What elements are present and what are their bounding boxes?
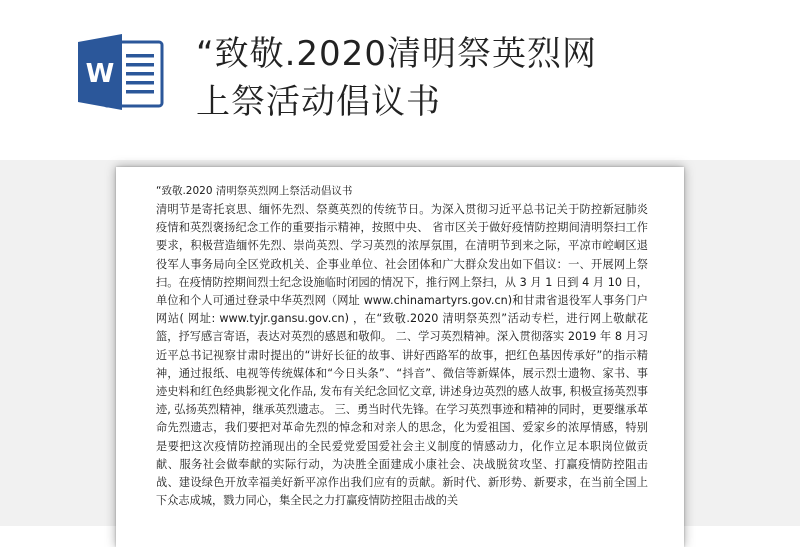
document-body-text: 清明节是寄托哀思、缅怀先烈、祭奠英烈的传统节日。为深入贯彻习近平总书记关于防控新冠肺炎疫情和英烈褒扬纪念工作的重要指示精神，按照中央、 省市区关于做好疫情防控期间清明祭扫工作要求，积极营造缅怀先烈、崇尚英烈、学习英烈的浓厚氛围，在清明节到来之际，平凉市崆峒区退役军人事务局向全区党政机关、企事业单位、社会团体和广大群众发出如下倡议：一、开展网上祭扫。在疫情防控期间烈士纪念设施临时闭园的情况下，推行网上祭扫，从 3 月 1 日到 4 月 10 日，单位和个人可通过登录中华英烈网（网址 www.chinamartyrs.gov.cn)和甘肃省退役军人事务门户网站( 网址: www.tyjr.gansu.gov.cn) ，在“致敬.2020 清明祭英烈”活动专栏，进行网上敬献花篮，抒写感言寄语，表达对英烈的感恩和敬仰。 二、学习英烈精神。深入贯彻落实 2019 年 8 月习近平总书记视察甘肃时提出的“讲好长征的故事、讲好西路军的故事，把红色基因传承好”的指示精神，通过报纸、电视等传统媒体和“今日头条”、“抖音”、微信等新媒体，展示烈士遗物、家书、事迹史料和红色经典影视文化作品, 发布有关纪念回忆文章, 讲述身边英烈的感人故事, 积极宣扬英烈事迹, 弘扬英烈精神，继承英烈遗志。 三、勇当时代先锋。在学习英烈事迹和精神的同时，更要继承革命先烈遗志，我们要把对革命先烈的悼念和对亲人的思念，化为爱祖国、爱家乡的浓厚情感，特别是要把这次疫情防控涌现出的全民爱党爱国爱社会主义制度的情感动力，化作立足本职岗位做贡献、服务社会做奉献的实际行动，为决胜全面建成小康社会、决战脱贫攻坚、打赢疫情防控阻击战、建设绿色开放幸福美好新平凉作出我们应有的贡献。新时代、新形势、新要求，在当前全国上下众志成城，戮力同心，集全民之力打赢疫情防控阻击战的关 bbox=[156, 203, 648, 508]
document-title: “致敬.2020清明祭英烈网上祭活动倡议书 bbox=[196, 34, 597, 122]
word-icon-letter: W bbox=[85, 59, 115, 89]
document-page-title: “致敬.2020 清明祭英烈网上祭活动倡议书 bbox=[156, 185, 353, 197]
document-header bbox=[0, 0, 800, 160]
word-document-icon bbox=[76, 32, 166, 112]
document-content bbox=[156, 183, 648, 510]
document-page bbox=[116, 167, 684, 547]
